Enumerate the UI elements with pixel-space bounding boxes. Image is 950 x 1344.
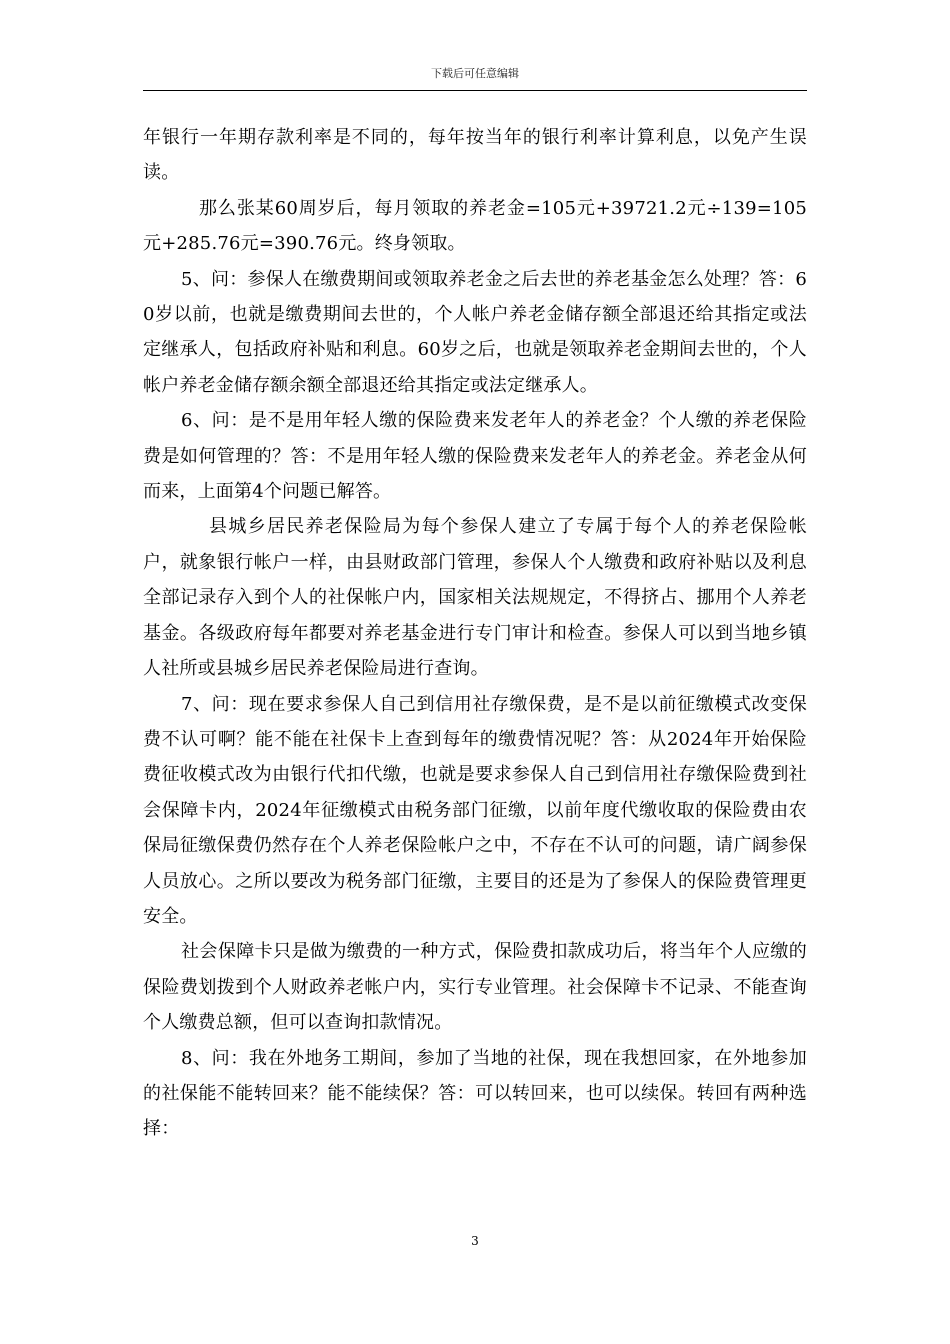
- paragraph-continuation: 年银行一年期存款利率是不同的，每年按当年的银行利率计算利息，以免产生误读。: [143, 127, 807, 184]
- paragraph-social-security-card: 社会保障卡只是做为缴费的一种方式，保险费扣款成功后，将当年个人应缴的保险费划拨到个人财政养老帐户内，实行专业管理。社会保障卡不记录、不能查询个人缴费总额，但可以查询扣款情况。: [143, 941, 807, 1034]
- page-header: 下载后可任意编辑: [431, 67, 519, 80]
- paragraph-pension-calculation: 那么张某60周岁后，每月领取的养老金=105元+39721.2元÷139=105元+285.76元=390.76元。终身领取。: [143, 197, 807, 255]
- paragraph-question-6: 6、问：是不是用年轻人缴的保险费来发老年人的养老金？个人缴的养老保险费是如何管理的？答：不是用年轻人缴的保险费来发老年人的养老金。养老金从何而来，上面第4个问题已解答。: [143, 410, 807, 503]
- paragraph-question-5: 5、问：参保人在缴费期间或领取养老金之后去世的养老基金怎么处理？答：60岁以前，也就是缴费期间去世的，个人帐户养老金储存额全部退还给其指定或法定继承人，包括政府补贴和利息。60岁之后，也就是领取养老金期间去世的，个人帐户养老金储存额余额全部退还给其指定或法定继承人。: [143, 268, 807, 396]
- paragraph-account-management: 县城乡居民养老保险局为每个参保人建立了专属于每个人的养老保险帐户，就象银行帐户一样，由县财政部门管理，参保人个人缴费和政府补贴以及利息全部记录存入到个人的社保帐户内，国家相关法规规定，不得挤占、挪用个人养老基金。各级政府每年都要对养老基金进行专门审计和检查。参保人可以到当地乡镇人社所或县城乡居民养老保险局进行查询。: [143, 516, 807, 680]
- document-body: [143, 120, 807, 1147]
- paragraph-question-7: 7、问：现在要求参保人自己到信用社存缴保费，是不是以前征缴模式改变保费不认可啊？能不能在社保卡上查到每年的缴费情况呢？答：从2024年开始保险费征收模式改为由银行代扣代缴，也就是要求参保人自己到信用社存缴保险费到社会保障卡内，2024年征缴模式由税务部门征缴，以前年度代缴收取的保险费由农保局征缴保费仍然存在个人养老保险帐户之中，不存在不认可的问题，请广阔参保人员放心。之所以要改为税务部门征缴，主要目的还是为了参保人的保险费管理更安全。: [143, 693, 807, 927]
- header-divider: [143, 90, 807, 91]
- page-number: 3: [471, 1234, 479, 1248]
- paragraph-question-8: 8、问：我在外地务工期间，参加了当地的社保，现在我想回家，在外地参加的社保能不能转回来？能不能续保？答：可以转回来，也可以续保。转回有两种选择：: [143, 1047, 807, 1140]
